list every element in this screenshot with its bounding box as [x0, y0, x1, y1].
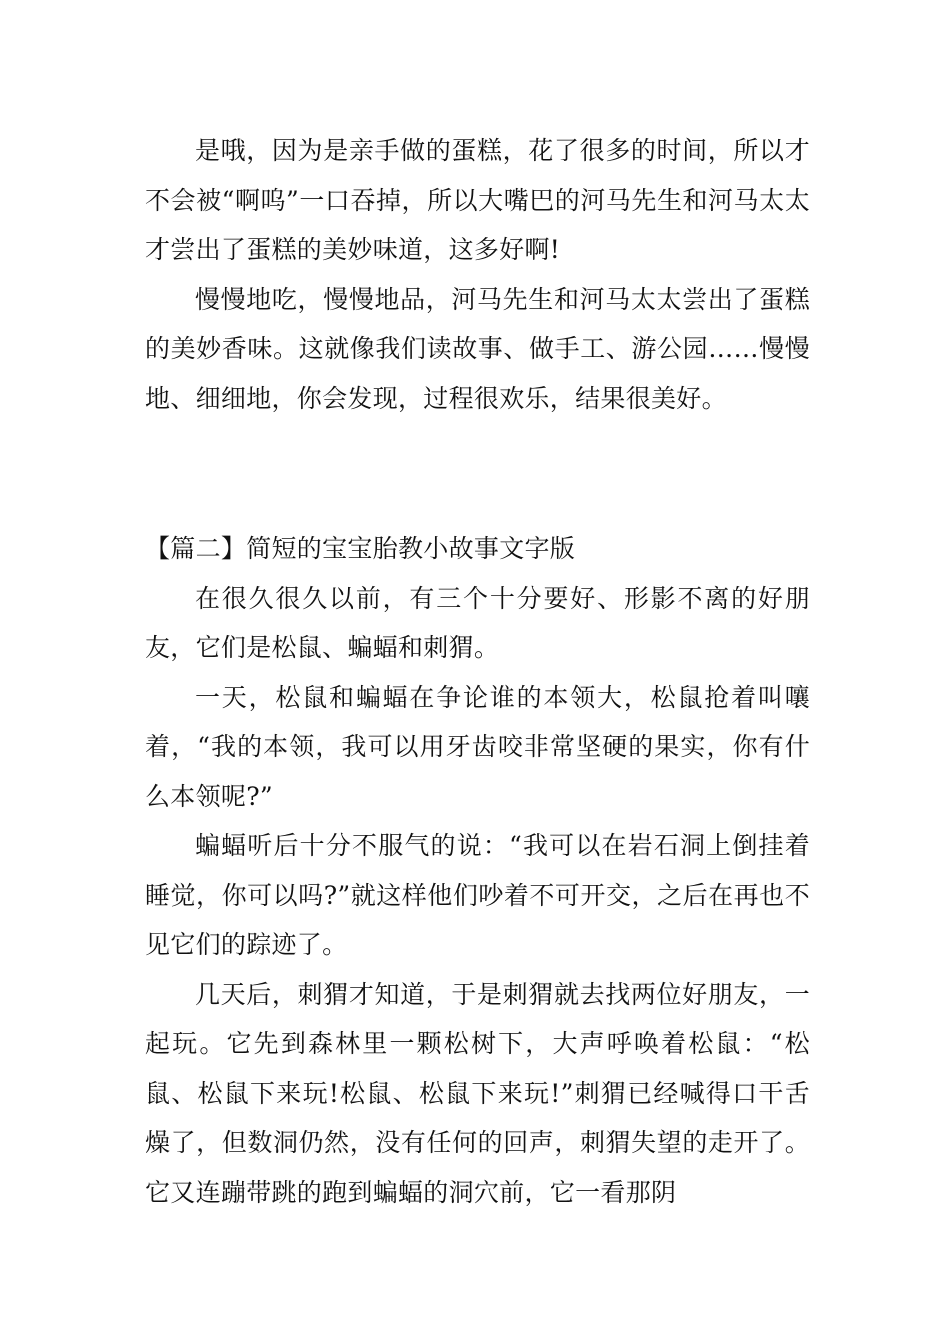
paragraph: 蝙蝠听后十分不服气的说：“我可以在岩石洞上倒挂着睡觉，你可以吗?”就这样他们吵着不可开交，之后在再也不见它们的踪迹了。	[145, 831, 810, 959]
section-title: 【篇二】简短的宝宝胎教小故事文字版	[145, 534, 576, 563]
paragraph: 是哦，因为是亲手做的蛋糕，花了很多的时间，所以才不会被“啊呜”一口吞掉，所以大嘴巴的河马先生和河马太太才尝出了蛋糕的美妙味道，这多好啊!	[145, 136, 810, 264]
document-body	[145, 126, 810, 1217]
paragraph: 慢慢地吃，慢慢地品，河马先生和河马太太尝出了蛋糕的美妙香味。这就像我们读故事、做手工、游公园……慢慢地、细细地，你会发现，过程很欢乐，结果很美好。	[145, 284, 810, 413]
paragraph: 一天，松鼠和蝙蝠在争论谁的本领大，松鼠抢着叫嚷着，“我的本领，我可以用牙齿咬非常坚硬的果实，你有什么本领呢?”	[145, 682, 810, 811]
paragraph: 几天后，刺猬才知道，于是刺猬就去找两位好朋友，一起玩。它先到森林里一颗松树下，大声呼唤着松鼠：“松鼠、松鼠下来玩!松鼠、松鼠下来玩!”刺猬已经喊得口干舌燥了，但数洞仍然，没有任何的回声，刺猬失望的走开了。它又连蹦带跳的跑到蝙蝠的洞穴前，它一看那阴	[145, 979, 810, 1207]
section-spacer	[145, 423, 810, 524]
paragraph: 在很久很久以前，有三个十分要好、形影不离的好朋友，它们是松鼠、蝙蝠和刺猬。	[145, 583, 810, 662]
